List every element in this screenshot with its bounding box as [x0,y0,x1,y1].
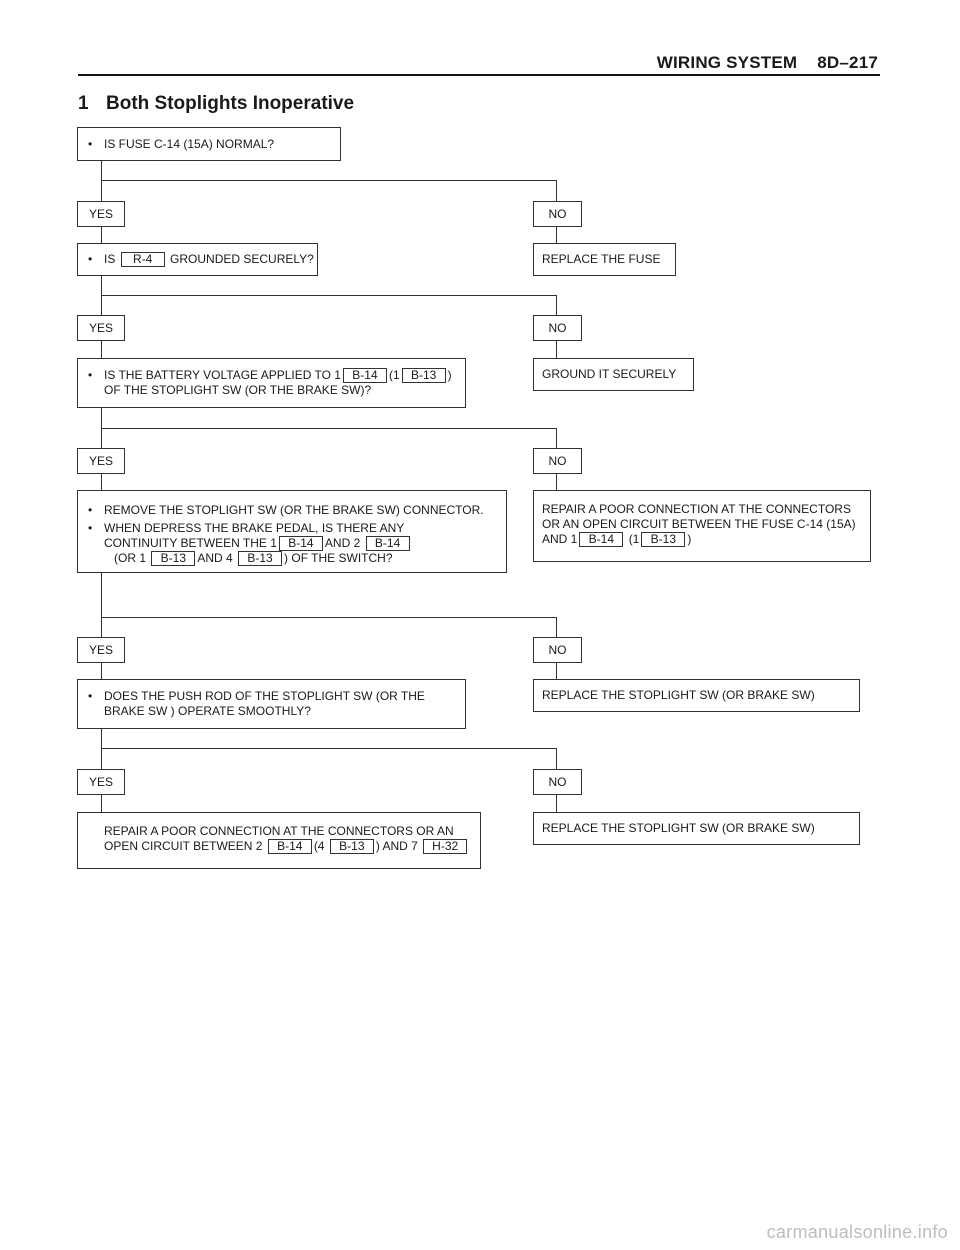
battery-check-text: ) [447,368,452,382]
connector-line [556,341,557,358]
page-header [657,53,878,73]
repair-fuse-circuit-text: AND 1 [542,532,578,546]
ground-securely-box [533,358,694,391]
continuity-check-line3 [86,536,498,551]
repair-final-box [77,812,481,869]
connector-line [556,795,557,812]
connector-line [101,180,557,181]
connector-tag: B-14 [343,368,387,383]
pushrod-check-line2: BRAKE SW ) OPERATE SMOOTHLY? [104,704,311,718]
ground-check-box [77,243,318,276]
connector-tag: B-13 [330,839,374,854]
connector-line [101,474,102,490]
continuity-check-line2: • WHEN DEPRESS THE BRAKE PEDAL, IS THERE ANY [86,521,498,536]
connector-line [101,295,557,296]
continuity-check-text: ) OF THE SWITCH? [284,551,393,565]
connector-line [101,428,557,429]
connector-tag: B-14 [366,536,410,551]
connector-line [556,295,557,315]
repair-final-text: (4 [313,839,325,853]
continuity-check-text: AND 4 [197,551,233,565]
connector-tag: B-14 [579,532,623,547]
no-label: NO [533,637,582,663]
connector-line [101,161,102,201]
repair-final-text: ) AND 7 [375,839,418,853]
replace-fuse-text: REPLACE THE FUSE [542,252,661,266]
connector-tag: B-13 [238,551,282,566]
connector-tag: B-14 [268,839,312,854]
repair-final-text: OPEN CIRCUIT BETWEEN 2 [104,839,263,853]
repair-fuse-circuit-line3 [542,532,862,547]
continuity-check-line4 [86,551,498,566]
replace-switch-box [533,812,860,845]
procedure-title-text: Both Stoplights Inoperative [106,93,355,114]
connector-tag: H-32 [423,839,467,854]
repair-final-line1: REPAIR A POOR CONNECTION AT THE CONNECTORS OR AN [104,824,454,838]
connector-line [101,663,102,679]
replace-switch-text: REPLACE THE STOPLIGHT SW (OR BRAKE SW) [542,688,815,702]
repair-fuse-circuit-line1: REPAIR A POOR CONNECTION AT THE CONNECTORS [542,502,851,516]
connector-line [101,617,557,618]
connector-line [101,729,102,769]
connector-tag: B-13 [402,368,446,383]
connector-line [101,341,102,358]
no-label: NO [533,315,582,341]
connector-line [101,227,102,243]
no-label: NO [533,769,582,795]
repair-fuse-circuit-box [533,490,871,562]
ground-check-suffix: GROUNDED SECURELY? [170,252,314,266]
repair-fuse-circuit-text: ) [687,532,692,546]
repair-final-line2 [104,839,472,854]
battery-check-text: IS THE BATTERY VOLTAGE APPLIED TO 1 [104,368,341,382]
continuity-check-text: AND 2 [324,536,361,550]
battery-check-line1 [86,368,457,383]
no-label: NO [533,201,582,227]
connector-tag: R-4 [121,252,165,267]
header-rule [78,74,880,76]
fuse-check-text: • IS FUSE C-14 (15A) NORMAL? [86,137,332,152]
fuse-check-box [77,127,341,161]
pushrod-check-box [77,679,466,729]
battery-check-box [77,358,466,408]
section-title: WIRING SYSTEM [656,53,798,72]
connector-tag: B-13 [151,551,195,566]
repair-fuse-circuit-line2: OR AN OPEN CIRCUIT BETWEEN THE FUSE C-14 (15A) [542,517,856,531]
replace-switch-text: REPLACE THE STOPLIGHT SW (OR BRAKE SW) [542,821,815,835]
pushrod-check-line1: • DOES THE PUSH ROD OF THE STOPLIGHT SW (OR THE [86,689,457,704]
ground-check-text [86,252,314,267]
continuity-check-box [77,490,507,573]
connector-line [556,617,557,637]
page-number: 8D–217 [817,53,878,72]
ground-securely-text: GROUND IT SECURELY [542,367,677,381]
replace-switch-box [533,679,860,712]
repair-fuse-circuit-text: (1 [628,532,640,546]
connector-line [556,227,557,243]
continuity-check-text: (OR 1 [114,551,147,565]
procedure-number: 1 [78,93,89,114]
no-label: NO [533,448,582,474]
yes-label: YES [77,769,125,795]
yes-label: YES [77,201,125,227]
connector-line [556,748,557,769]
connector-tag: B-14 [279,536,323,551]
battery-check-text: (1 [388,368,400,382]
yes-label: YES [77,448,125,474]
connector-line [556,180,557,201]
connector-line [101,573,102,637]
procedure-title [78,93,354,115]
connector-line [556,474,557,490]
watermark: carmanualsonline.info [766,1222,948,1242]
connector-tag: B-13 [641,532,685,547]
connector-line [556,428,557,448]
replace-fuse-box [533,243,676,276]
battery-check-line2: OF THE STOPLIGHT SW (OR THE BRAKE SW)? [104,383,372,397]
connector-line [556,663,557,679]
connector-line [101,795,102,812]
yes-label: YES [77,315,125,341]
continuity-check-line1: • REMOVE THE STOPLIGHT SW (OR THE BRAKE SW) CONNECTOR. [86,503,498,518]
connector-line [101,748,557,749]
ground-check-prefix: IS [104,252,116,266]
yes-label: YES [77,637,125,663]
continuity-check-text: CONTINUITY BETWEEN THE 1 [104,536,277,550]
